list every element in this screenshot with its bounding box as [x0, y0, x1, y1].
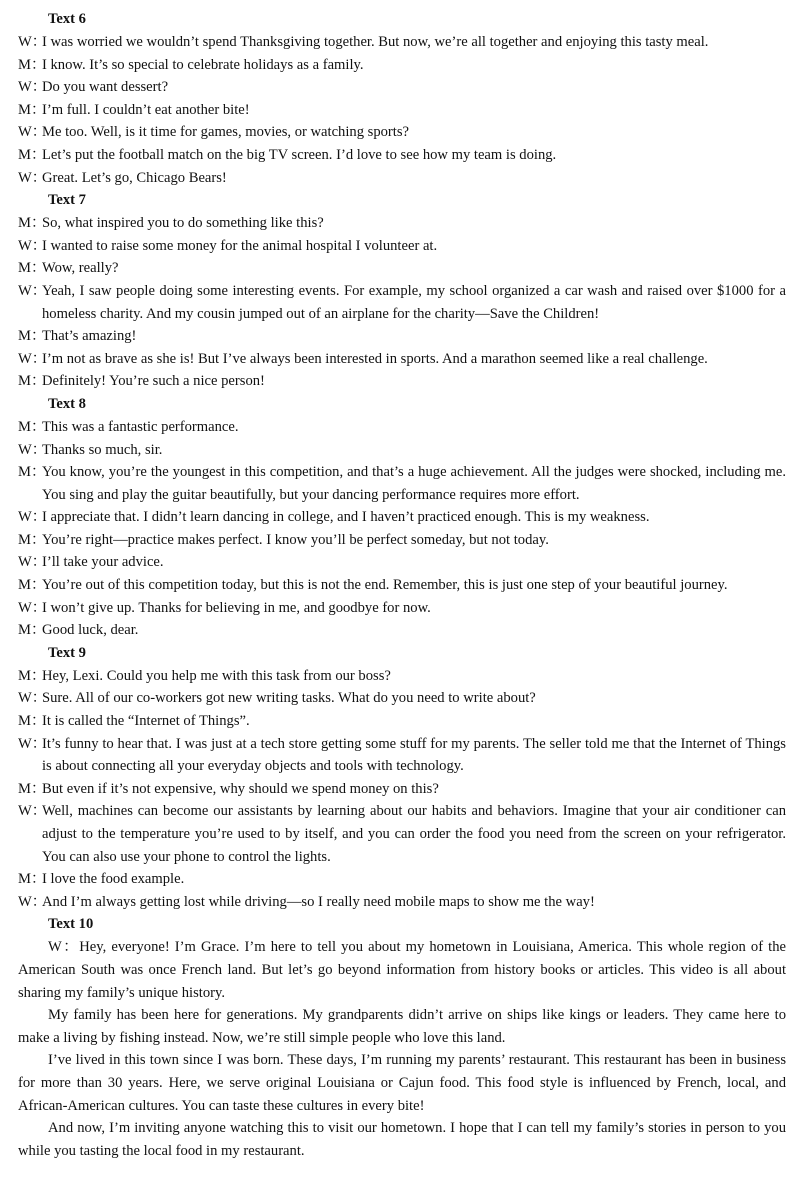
- dialogue-text: So, what inspired you to do something like this?: [42, 215, 324, 232]
- speaker-label: W：: [18, 237, 47, 254]
- dialogue-text: Wow, really?: [42, 260, 119, 277]
- paragraph: I’ve lived in this town since I was born. These days, I’m running my parents’ restaurant. This restaurant has been in business for more than 30 years. Here, we serve original Louisiana or Cajun food. This food style is influenced by French, local, and African-American cultures. You can taste these cultures in every bite!: [18, 1052, 786, 1114]
- speaker-label: M：: [18, 328, 46, 345]
- dialogue-line: [18, 121, 786, 144]
- dialogue-line: [18, 439, 786, 462]
- dialogue-line: [18, 506, 786, 529]
- dialogue-text: But even if it’s not expensive, why should we spend money on this?: [42, 780, 439, 797]
- speaker-label: M：: [18, 101, 46, 118]
- dialogue-text: You know, you’re the youngest in this competition, and that’s a huge achievement. All the judges were shocked, including me. You sing and play the guitar beautifully, but your dancing performance requires more effort.: [42, 464, 786, 503]
- dialogue-line: [18, 551, 786, 574]
- speaker-label: M：: [18, 531, 46, 548]
- speaker-label: W：: [18, 282, 47, 299]
- dialogue-text: Me too. Well, is it time for games, movies, or watching sports?: [42, 124, 409, 141]
- section-title: Text 9: [48, 644, 86, 661]
- dialogue-text: Thanks so much, sir.: [42, 441, 163, 458]
- dialogue-text: You’re out of this competition today, but this is not the end. Remember, this is just one step of your beautiful journey.: [42, 577, 728, 594]
- dialogue-line: [18, 416, 786, 439]
- dialogue-line: [18, 891, 786, 914]
- dialogue-text: Hey, Lexi. Could you help me with this task from our boss?: [42, 667, 391, 684]
- dialogue-line: [18, 778, 786, 801]
- section-title: Text 8: [48, 395, 86, 412]
- dialogue-line: [18, 31, 786, 54]
- speaker-label: M：: [18, 622, 46, 639]
- dialogue-text: Great. Let’s go, Chicago Bears!: [42, 169, 227, 186]
- dialogue-text: Well, machines can become our assistants by learning about our habits and behaviors. Imagine that your air conditioner can adjust to the temperature you’re used to by itself, and you can order the food you need from the screen on your refrigerator. You can also use your phone to control the lights.: [42, 803, 786, 865]
- dialogue-line: [18, 868, 786, 891]
- speaker-label: M：: [18, 464, 46, 481]
- dialogue-line: [18, 619, 786, 642]
- dialogue-text: I’ll take your advice.: [42, 554, 164, 571]
- section-title: Text 6: [48, 11, 86, 27]
- dialogue-text: You’re right—practice makes perfect. I know you’ll be perfect someday, but not today.: [42, 531, 549, 548]
- dialogue-text: It is called the “Internet of Things”.: [42, 713, 250, 730]
- speaker-label: W：: [18, 124, 47, 141]
- dialogue-text: This was a fantastic performance.: [42, 418, 239, 435]
- dialogue-text: Let’s put the football match on the big TV screen. I’d love to see how my team is doing.: [42, 146, 557, 163]
- text-10-section: [18, 913, 786, 1162]
- speaker-label: W：: [18, 803, 47, 820]
- dialogue-text: Sure. All of our co-workers got new writing tasks. What do you need to write about?: [42, 690, 536, 707]
- dialogue-text: It’s funny to hear that. I was just at a tech store getting some stuff for my parents. The seller told me that the Internet of Things is about connecting all your everyday objects and tools with technology.: [42, 735, 786, 775]
- dialogue-line: [18, 733, 786, 778]
- speaker-label: W：: [18, 599, 47, 616]
- speaker-label: M：: [18, 713, 46, 730]
- dialogue-line: [18, 235, 786, 258]
- paragraph: And now, I’m inviting anyone watching this to visit our hometown. I hope that I can tell my family’s stories in person to you while you tasting the local food in my restaurant.: [18, 1120, 786, 1159]
- speaker-label: W：: [18, 350, 47, 367]
- dialogue-line: [18, 167, 786, 190]
- dialogue-sections: [18, 8, 786, 913]
- speaker-label: W：: [18, 735, 47, 752]
- dialogue-section: [18, 393, 786, 642]
- speaker-label: M：: [18, 418, 46, 435]
- dialogue-line: [18, 257, 786, 280]
- dialogue-text: I wanted to raise some money for the animal hospital I volunteer at.: [42, 237, 438, 254]
- dialogue-text: I appreciate that. I didn’t learn dancing in college, and I haven’t practiced enough. This is my weakness.: [42, 509, 650, 526]
- dialogue-line: [18, 370, 786, 393]
- dialogue-text: I won’t give up. Thanks for believing in me, and goodbye for now.: [42, 599, 431, 616]
- paragraph: My family has been here for generations. My grandparents didn’t arrive on ships like kings or leaders. They came here to make a living by fishing instead. Now, we’re still simple people who love this land.: [18, 1007, 786, 1046]
- dialogue-line: [18, 54, 786, 77]
- dialogue-line: [18, 280, 786, 325]
- dialogue-line: [18, 99, 786, 122]
- dialogue-line: [18, 325, 786, 348]
- dialogue-line: [18, 665, 786, 688]
- speaker-label: W：: [18, 34, 47, 50]
- dialogue-text: I’m not as brave as she is! But I’ve always been interested in sports. And a marathon seemed like a real challenge.: [42, 350, 708, 367]
- dialogue-text: Do you want dessert?: [42, 79, 169, 96]
- dialogue-text: And I’m always getting lost while driving—so I really need mobile maps to show me the way!: [42, 893, 595, 910]
- speaker-label: W：: [18, 893, 47, 910]
- dialogue-line: [18, 348, 786, 371]
- speaker-label: M：: [18, 215, 46, 232]
- dialogue-text: Definitely! You’re such a nice person!: [42, 373, 265, 390]
- speaker-label: W：: [18, 509, 47, 526]
- section-title: Text 7: [48, 192, 86, 209]
- dialogue-section: [18, 189, 786, 393]
- section-title: Text 10: [48, 916, 94, 933]
- speaker-label: W：: [18, 169, 47, 186]
- dialogue-line: [18, 212, 786, 235]
- speaker-label: W：: [18, 79, 47, 96]
- speaker-label: W：: [18, 690, 47, 707]
- dialogue-text: Yeah, I saw people doing some interesting events. For example, my school organized a car wash and raised over $1000 for a homeless charity. And my cousin jumped out of an airplane for the charity—Save the Children!: [42, 282, 786, 322]
- speaker-label: M：: [18, 260, 46, 277]
- dialogue-line: [18, 144, 786, 167]
- dialogue-text: I love the food example.: [42, 871, 185, 888]
- dialogue-line: [18, 710, 786, 733]
- dialogue-text: I know. It’s so special to celebrate holidays as a family.: [42, 56, 364, 73]
- dialogue-line: [18, 529, 786, 552]
- dialogue-section: [18, 8, 786, 189]
- dialogue-line: [18, 461, 786, 506]
- speaker-label: M：: [18, 871, 46, 888]
- dialogue-line: [18, 574, 786, 597]
- speaker-label: M：: [18, 780, 46, 797]
- dialogue-line: [18, 800, 786, 868]
- dialogue-text: Good luck, dear.: [42, 622, 139, 639]
- dialogue-text: I’m full. I couldn’t eat another bite!: [42, 101, 250, 118]
- dialogue-line: [18, 687, 786, 710]
- dialogue-text: I was worried we wouldn’t spend Thanksgiving together. But now, we’re all together and enjoying this tasty meal.: [42, 34, 709, 50]
- speaker-label: M：: [18, 577, 46, 594]
- speaker-label: M：: [18, 667, 46, 684]
- dialogue-section: [18, 642, 786, 914]
- speaker-label: W：: [18, 441, 47, 458]
- dialogue-text: That’s amazing!: [42, 328, 137, 345]
- paragraph: W：Hey, everyone! I’m Grace. I’m here to tell you about my hometown in Louisiana, America. This whole region of the American South was once French land. But let’s go beyond information from history books or articles. This video is all about sharing my family’s unique history.: [18, 939, 786, 1001]
- speaker-label: M：: [18, 56, 46, 73]
- dialogue-line: [18, 76, 786, 99]
- speaker-label: M：: [18, 146, 46, 163]
- speaker-label: W：: [18, 554, 47, 571]
- dialogue-line: [18, 597, 786, 620]
- speaker-label: M：: [18, 373, 46, 390]
